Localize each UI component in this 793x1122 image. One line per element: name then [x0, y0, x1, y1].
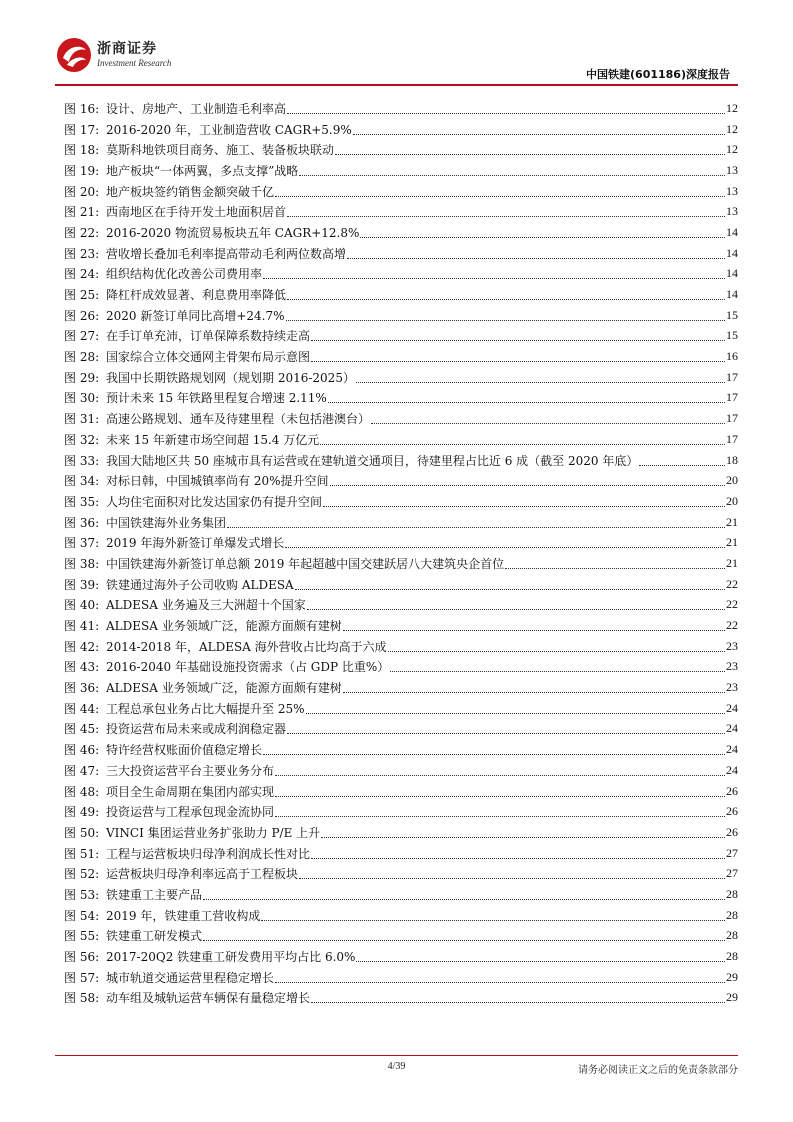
toc-figure-label: 图 18: [64, 143, 100, 158]
toc-entry[interactable] [64, 243, 738, 264]
toc-leader-dots [347, 248, 725, 259]
toc-figure-title: 铁建通过海外子公司收购 ALDESA [106, 577, 294, 592]
toc-figure-label: 图 49: [64, 805, 100, 820]
toc-figure-label: 图 27: [64, 329, 100, 344]
toc-figure-label: 图 36: [64, 681, 100, 696]
toc-figure-label: 图 46: [64, 743, 100, 758]
toc-leader-dots [505, 558, 725, 569]
toc-figure-label: 图 51: [64, 846, 100, 861]
toc-figure-title: 动车组及城轨运营车辆保有量稳定增长 [106, 991, 311, 1006]
toc-figure-title: 营收增长叠加毛利率提高带动毛利两位数高增 [106, 246, 347, 261]
toc-entry[interactable] [64, 408, 738, 429]
toc-leader-dots [353, 124, 725, 135]
toc-figure-label: 图 37: [64, 536, 100, 551]
toc-figure-title: 2020 新签订单同比高增+24.7% [106, 308, 285, 323]
toc-figure-label: 图 25: [64, 288, 100, 303]
toc-figure-title: 对标日韩，中国城镇率尚有 20%提升空间 [106, 474, 329, 489]
toc-entry[interactable] [64, 222, 738, 243]
toc-leader-dots [335, 144, 725, 155]
toc-figure-label: 图 28: [64, 350, 100, 365]
toc-figure-label: 图 43: [64, 660, 100, 675]
page-number: 4/39 [387, 1061, 406, 1072]
toc-leader-dots [343, 682, 725, 693]
toc-page-number: 20 [726, 473, 738, 488]
toc-figure-title: 未来 15 年新建市场空间超 15.4 万亿元 [106, 432, 320, 447]
toc-leader-dots [390, 661, 725, 672]
toc-figure-label: 图 53: [64, 887, 100, 902]
toc-figure-label: 图 19: [64, 163, 100, 178]
logo-mark-icon [55, 36, 93, 74]
toc-figure-title: 特许经营权账面价值稳定增长 [106, 743, 263, 758]
toc-figure-title: 2017-20Q2 铁建重工研发费用平均占比 6.0% [106, 950, 356, 965]
toc-entry[interactable] [64, 119, 738, 140]
toc-entry[interactable] [64, 595, 738, 616]
toc-figure-title: 国家综合立体交通网主骨架布局示意图 [106, 350, 311, 365]
toc-page-number: 13 [726, 204, 738, 219]
toc-page-number: 28 [726, 886, 738, 901]
toc-figure-label: 图 54: [64, 908, 100, 923]
toc-page-number: 26 [726, 783, 738, 798]
toc-page-number: 15 [726, 307, 738, 322]
toc-figure-title: 投资运营布局未来或成利润稳定器 [106, 722, 287, 737]
toc-leader-dots [321, 827, 725, 838]
toc-leader-dots [227, 517, 725, 528]
toc-page-number: 22 [726, 597, 738, 612]
toc-page-number: 17 [726, 431, 738, 446]
company-logo [55, 34, 180, 78]
toc-figure-title: 运营板块归母净利率远高于工程板块 [106, 867, 299, 882]
report-title: 中国铁建(601186)深度报告 [586, 68, 730, 81]
toc-figure-label: 图 30: [64, 391, 100, 406]
toc-entry[interactable] [64, 450, 738, 471]
toc-entry[interactable] [64, 201, 738, 222]
toc-leader-dots [275, 972, 725, 983]
toc-figure-title: 降杠杆成效显著、利息费用率降低 [106, 288, 287, 303]
toc-figure-label: 图 24: [64, 267, 100, 282]
toc-figure-label: 图 16: [64, 101, 100, 116]
toc-page-number: 23 [726, 680, 738, 695]
toc-figure-title: 在手订单充沛，订单保障系数持续走高 [106, 329, 311, 344]
toc-entry[interactable] [64, 946, 738, 967]
toc-entry[interactable] [64, 346, 738, 367]
toc-figure-title: 工程总承包业务占比大幅提升至 25% [106, 701, 305, 716]
toc-leader-dots [299, 165, 725, 176]
toc-figure-title: 高速公路规划、通车及待建里程（未包括港澳台） [106, 412, 371, 427]
toc-entry[interactable] [64, 657, 738, 678]
figure-index-list [64, 98, 738, 1008]
toc-figure-title: 地产板块“一体两翼，多点支撑”战略 [106, 163, 299, 178]
toc-figure-label: 图 22: [64, 225, 100, 240]
toc-figure-title: 2014-2018 年，ALDESA 海外营收占比均高于六成 [106, 639, 387, 654]
toc-page-number: 22 [726, 576, 738, 591]
toc-leader-dots [275, 806, 725, 817]
toc-figure-label: 图 31: [64, 412, 100, 427]
toc-leader-dots [287, 289, 725, 300]
toc-entry[interactable] [64, 739, 738, 760]
toc-entry[interactable] [64, 863, 738, 884]
toc-page-number: 17 [726, 369, 738, 384]
toc-entry[interactable] [64, 781, 738, 802]
toc-figure-label: 图 35: [64, 494, 100, 509]
logo-text-en: Investment Research [97, 58, 172, 68]
toc-leader-dots [343, 620, 725, 631]
toc-figure-label: 图 26: [64, 308, 100, 323]
toc-figure-label: 图 36: [64, 515, 100, 530]
toc-page-number: 28 [726, 928, 738, 943]
toc-page-number: 15 [726, 328, 738, 343]
toc-leader-dots [356, 951, 725, 962]
toc-figure-label: 图 47: [64, 763, 100, 778]
toc-figure-title: 2016-2020 物流贸易板块五年 CAGR+12.8% [106, 225, 360, 240]
toc-page-number: 17 [726, 390, 738, 405]
toc-leader-dots [203, 930, 725, 941]
toc-entry[interactable] [64, 988, 738, 1009]
toc-leader-dots [295, 579, 725, 590]
toc-page-number: 12 [726, 121, 738, 136]
toc-entry[interactable] [64, 801, 738, 822]
toc-leader-dots [263, 268, 725, 279]
toc-entry[interactable] [64, 512, 738, 533]
toc-leader-dots [306, 703, 726, 714]
toc-figure-title: 莫斯科地铁项目商务、施工、装备板块联动 [106, 143, 335, 158]
toc-figure-title: 中国铁建海外新签订单总额 2019 年起超越中国交建跃居八大建筑央企首位 [106, 556, 505, 571]
toc-figure-title: 地产板块签约销售金额突破千亿 [106, 184, 275, 199]
toc-entry[interactable] [64, 388, 738, 409]
toc-figure-label: 图 48: [64, 784, 100, 799]
logo-text-cn: 浙商证券 [97, 41, 157, 57]
toc-leader-dots [328, 392, 725, 403]
toc-page-number: 23 [726, 659, 738, 674]
toc-page-number: 28 [726, 907, 738, 922]
toc-figure-label: 图 42: [64, 639, 100, 654]
header-divider [55, 84, 738, 86]
toc-page-number: 24 [726, 742, 738, 757]
toc-entry[interactable] [64, 822, 738, 843]
toc-page-number: 14 [726, 245, 738, 260]
toc-page-number: 29 [726, 969, 738, 984]
toc-entry[interactable] [64, 532, 738, 553]
toc-leader-dots [285, 537, 725, 548]
toc-leader-dots [311, 330, 725, 341]
toc-leader-dots [275, 186, 725, 197]
toc-entry[interactable] [64, 698, 738, 719]
toc-entry[interactable] [64, 326, 738, 347]
toc-entry[interactable] [64, 926, 738, 947]
toc-page-number: 21 [726, 555, 738, 570]
toc-page-number: 18 [726, 452, 738, 467]
toc-leader-dots [388, 641, 725, 652]
toc-page-number: 26 [726, 804, 738, 819]
toc-figure-label: 图 56: [64, 950, 100, 965]
toc-figure-title: 2016-2020 年，工业制造营收 CAGR+5.9% [106, 122, 352, 137]
toc-leader-dots [203, 889, 725, 900]
toc-leader-dots [356, 372, 725, 383]
toc-entry[interactable] [64, 760, 738, 781]
toc-figure-label: 图 29: [64, 370, 100, 385]
toc-figure-label: 图 32: [64, 432, 100, 447]
toc-page-number: 21 [726, 535, 738, 550]
toc-figure-title: 城市轨道交通运营里程稳定增长 [106, 970, 275, 985]
toc-figure-label: 图 39: [64, 577, 100, 592]
toc-figure-title: 我国大陆地区共 50 座城市具有运营或在建轨道交通项目，待建里程占比近 6 成（截至 2020 年底） [106, 453, 639, 468]
toc-figure-title: 铁建重工研发模式 [106, 929, 203, 944]
toc-leader-dots [261, 910, 725, 921]
toc-leader-dots [311, 848, 725, 859]
toc-page-number: 24 [726, 721, 738, 736]
toc-page-number: 12 [726, 142, 738, 157]
toc-entry[interactable] [64, 367, 738, 388]
toc-page-number: 21 [726, 514, 738, 529]
toc-page-number: 13 [726, 162, 738, 177]
toc-figure-title: 我国中长期铁路规划网（规划期 2016-2025） [106, 370, 355, 385]
toc-figure-label: 图 45: [64, 722, 100, 737]
toc-entry[interactable] [64, 139, 738, 160]
toc-figure-title: 工程与运营板块归母净利润成长性对比 [106, 846, 311, 861]
toc-leader-dots [263, 744, 725, 755]
toc-page-number: 12 [726, 100, 738, 115]
toc-entry[interactable] [64, 553, 738, 574]
toc-entry[interactable] [64, 98, 738, 119]
toc-figure-label: 图 21: [64, 205, 100, 220]
toc-figure-label: 图 23: [64, 246, 100, 261]
toc-figure-title: VINCI 集团运营业务扩张助力 P/E 上升 [106, 825, 321, 840]
toc-figure-label: 图 40: [64, 598, 100, 613]
toc-page-number: 13 [726, 183, 738, 198]
toc-page-number: 23 [726, 638, 738, 653]
toc-entry[interactable] [64, 264, 738, 285]
toc-figure-label: 图 20: [64, 184, 100, 199]
toc-entry[interactable] [64, 470, 738, 491]
toc-page-number: 14 [726, 266, 738, 281]
toc-page-number: 16 [726, 349, 738, 364]
toc-entry[interactable] [64, 429, 738, 450]
toc-page-number: 14 [726, 224, 738, 239]
toc-figure-title: 设计、房地产、工业制造毛利率高 [106, 101, 287, 116]
toc-leader-dots [320, 434, 725, 445]
toc-figure-label: 图 38: [64, 556, 100, 571]
toc-entry[interactable] [64, 615, 738, 636]
toc-figure-title: 人均住宅面积对比发达国家仍有提升空间 [106, 494, 323, 509]
toc-page-number: 20 [726, 493, 738, 508]
toc-figure-label: 图 44: [64, 701, 100, 716]
disclaimer-note: 请务必阅读正文之后的免责条款部分 [578, 1065, 738, 1076]
toc-entry[interactable] [64, 677, 738, 698]
toc-leader-dots [286, 310, 725, 321]
toc-entry[interactable] [64, 719, 738, 740]
toc-entry[interactable] [64, 574, 738, 595]
toc-figure-label: 图 58: [64, 991, 100, 1006]
toc-entry[interactable] [64, 905, 738, 926]
toc-figure-title: 项目全生命周期在集团内部实现 [106, 784, 275, 799]
toc-leader-dots [311, 351, 725, 362]
toc-figure-title: ALDESA 业务遍及三大洲超十个国家 [106, 598, 306, 613]
toc-entry[interactable] [64, 967, 738, 988]
toc-leader-dots [287, 723, 725, 734]
toc-figure-title: 中国铁建海外业务集团 [106, 515, 227, 530]
toc-entry[interactable] [64, 284, 738, 305]
toc-figure-label: 图 52: [64, 867, 100, 882]
toc-figure-label: 图 34: [64, 474, 100, 489]
toc-leader-dots [371, 413, 725, 424]
toc-entry[interactable] [64, 491, 738, 512]
toc-page-number: 22 [726, 618, 738, 633]
toc-entry[interactable] [64, 884, 738, 905]
toc-figure-title: ALDESA 业务领域广泛，能源方面颇有建树 [106, 681, 342, 696]
toc-page-number: 24 [726, 762, 738, 777]
footer-divider [55, 1055, 738, 1056]
toc-figure-label: 图 50: [64, 825, 100, 840]
toc-leader-dots [360, 227, 725, 238]
toc-figure-label: 图 55: [64, 929, 100, 944]
toc-leader-dots [307, 599, 725, 610]
toc-leader-dots [311, 992, 725, 1003]
toc-figure-title: 2019 年海外新签订单爆发式增长 [106, 536, 285, 551]
toc-figure-title: 铁建重工主要产品 [106, 887, 203, 902]
toc-figure-title: 三大投资运营平台主要业务分布 [106, 763, 275, 778]
toc-leader-dots [330, 475, 726, 486]
toc-page-number: 17 [726, 411, 738, 426]
toc-leader-dots [287, 103, 725, 114]
toc-figure-label: 图 33: [64, 453, 100, 468]
toc-leader-dots [323, 496, 725, 507]
toc-entry[interactable] [64, 843, 738, 864]
toc-entry[interactable] [64, 160, 738, 181]
toc-leader-dots [275, 786, 725, 797]
toc-entry[interactable] [64, 305, 738, 326]
toc-page-number: 27 [726, 866, 738, 881]
toc-page-number: 28 [726, 949, 738, 964]
toc-leader-dots [275, 765, 725, 776]
toc-page-number: 26 [726, 824, 738, 839]
toc-figure-title: 2016-2040 年基础设施投资需求（占 GDP 比重%） [106, 660, 390, 675]
toc-leader-dots [299, 868, 725, 879]
toc-page-number: 24 [726, 700, 738, 715]
toc-leader-dots [287, 206, 725, 217]
toc-figure-title: ALDESA 业务领域广泛，能源方面颇有建树 [106, 619, 342, 634]
toc-figure-label: 图 17: [64, 122, 100, 137]
toc-leader-dots [639, 455, 725, 466]
toc-page-number: 29 [726, 990, 738, 1005]
toc-entry[interactable] [64, 636, 738, 657]
toc-entry[interactable] [64, 181, 738, 202]
toc-figure-title: 2019 年，铁建重工营收构成 [106, 908, 261, 923]
toc-figure-title: 组织结构优化改善公司费用率 [106, 267, 263, 282]
toc-figure-label: 图 41: [64, 619, 100, 634]
toc-figure-label: 图 57: [64, 970, 100, 985]
toc-figure-title: 预计未来 15 年铁路里程复合增速 2.11% [106, 391, 327, 406]
toc-page-number: 14 [726, 287, 738, 302]
toc-figure-title: 投资运营与工程承包现金流协同 [106, 805, 275, 820]
toc-figure-title: 西南地区在手待开发土地面积居首 [106, 205, 287, 220]
toc-page-number: 27 [726, 845, 738, 860]
